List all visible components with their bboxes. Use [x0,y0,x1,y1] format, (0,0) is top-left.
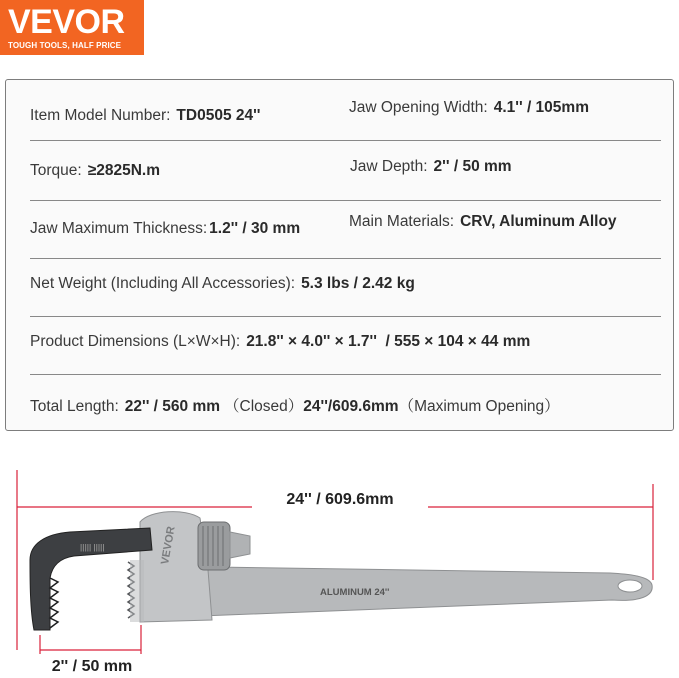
materials-label: Main Materials: [349,213,455,230]
net-weight-value: 5.3 lbs / 2.42 kg [301,275,415,292]
logo-tagline: TOUGH TOOLS, HALF PRICE [8,41,122,50]
wrench-handle [150,566,652,618]
total-length-max-note: （Maximum Opening） [398,398,560,415]
spec-row [6,80,673,140]
nut-collar [230,532,250,558]
jaw-opening-spec [349,99,589,117]
model-spec [30,107,260,125]
jaw-engraving: ||||| ||||| [80,543,105,552]
head-marking: VEVOR [159,525,178,566]
jaw-depth-label: 2'' / 50 mm [51,658,133,675]
spec-row [6,374,673,430]
dimensions-label: Product Dimensions (L×W×H): [30,333,241,350]
torque-spec [30,162,160,180]
total-length-max-value: 24''/609.6mm [303,398,399,415]
jaw-thickness-spec [30,220,300,238]
handle-marking: ALUMINUM 24'' [320,587,390,598]
model-value: TD0505 24'' [176,107,261,124]
spec-row [6,140,673,200]
jaw-opening-label: Jaw Opening Width: [349,99,488,116]
logo-brand: VEVOR [8,3,125,41]
jaw-depth-label: Jaw Depth: [350,158,428,175]
jaw-thickness-label: Jaw Maximum Thickness: [30,220,208,237]
net-weight-spec [30,275,415,293]
total-length-spec [30,394,560,416]
hang-hole [618,580,642,592]
hook-jaw-teeth [50,578,58,628]
spec-row [6,316,673,374]
jaw-opening-value: 4.1'' / 105mm [493,99,589,116]
net-weight-label: Net Weight (Including All Accessories): [30,275,296,292]
dimensions-spec [30,333,530,351]
materials-spec [349,213,617,231]
pipe-wrench-illustration [0,470,679,678]
spec-table [5,79,674,431]
dimensions-value: 21.8'' × 4.0'' × 1.7'' / 555 × 104 × 44 mm [246,333,531,350]
total-length-closed-note: （Closed） [224,398,304,415]
materials-value: CRV, Aluminum Alloy [460,213,617,230]
total-length-label: Total Length: [30,398,119,415]
vevor-logo [0,0,144,55]
torque-value: ≥2825N.m [87,162,160,179]
jaw-thickness-value: 1.2'' / 30 mm [209,220,301,237]
overall-length-label: 24'' / 609.6mm [286,491,394,508]
jaw-depth-spec [350,158,512,176]
torque-label: Torque: [30,162,82,179]
spec-row [6,258,673,316]
heel-jaw [130,560,144,622]
spec-row [6,200,673,258]
model-label: Item Model Number: [30,107,171,124]
jaw-depth-value: 2'' / 50 mm [433,158,512,175]
total-length-closed-value: 22'' / 560 mm [124,398,221,415]
